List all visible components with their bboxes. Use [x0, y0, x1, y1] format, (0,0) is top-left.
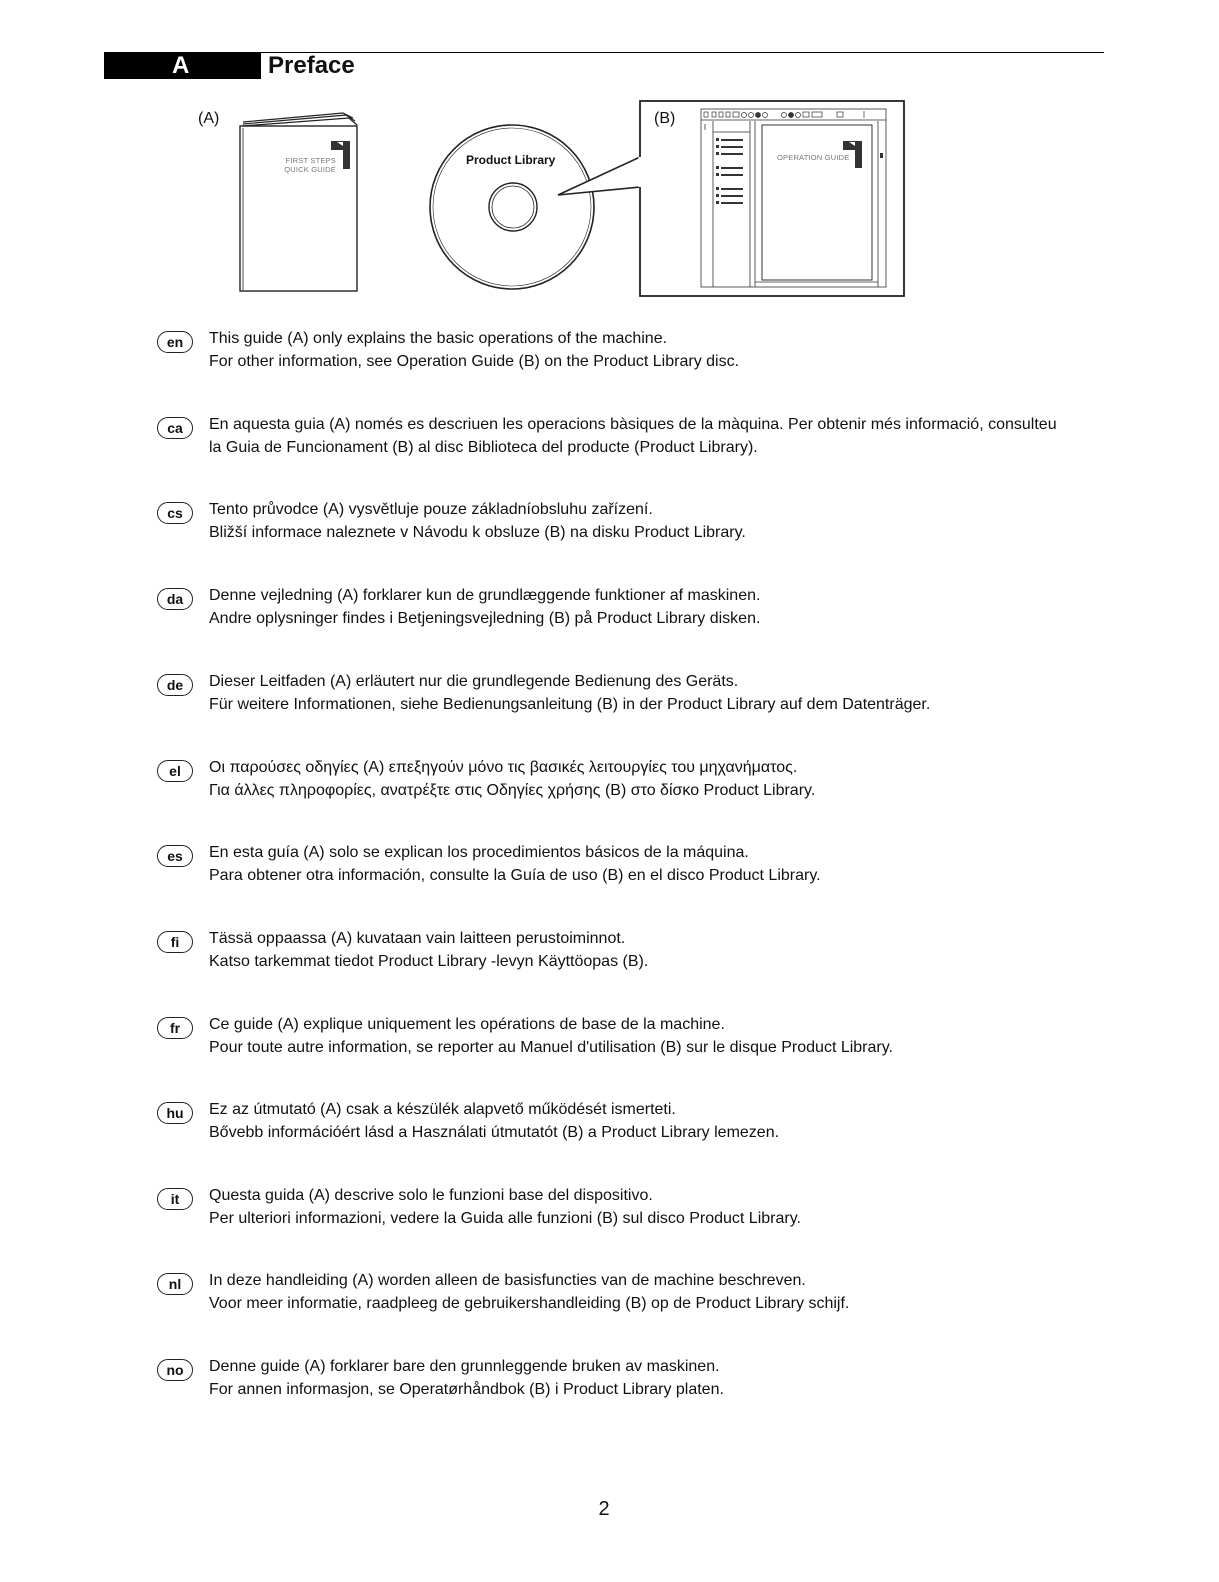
language-badge: ca	[157, 417, 193, 439]
booklet-line-1: FIRST STEPS	[285, 156, 336, 165]
booklet-illustration	[240, 113, 357, 291]
language-badge: da	[157, 588, 193, 610]
figure-label-b: (B)	[654, 110, 676, 127]
text-line-1: Denne guide (A) forklarer bare den grunnleggende bruken av maskinen.	[209, 1358, 720, 1375]
text-line-1: Tento průvodce (A) vysvětluje pouze základníobsluhu zařízení.	[209, 501, 653, 518]
language-text	[209, 414, 1109, 459]
figure-label-a: (A)	[198, 110, 220, 127]
language-badge: nl	[157, 1273, 193, 1295]
language-text	[209, 1270, 1109, 1315]
language-entry-fr	[0, 1017, 1219, 1077]
text-line-1: In deze handleiding (A) worden alleen de basisfuncties van de machine beschreven.	[209, 1272, 806, 1289]
text-line-1: Tässä oppaassa (A) kuvataan vain laitteen perustoiminnot.	[209, 930, 626, 947]
page-title: Preface	[268, 52, 355, 79]
text-line-2: Voor meer informatie, raadpleeg de gebruikershandleiding (B) op de Product Library schijf.	[209, 1294, 850, 1312]
window-doc-title: OPERATION GUIDE	[777, 153, 850, 162]
language-text	[209, 585, 1109, 630]
text-line-2: For other information, see Operation Guide (B) on the Product Library disc.	[209, 352, 740, 370]
language-entry-da	[0, 588, 1219, 648]
language-entry-fi	[0, 931, 1219, 991]
language-text	[209, 671, 1109, 716]
language-text	[209, 328, 1109, 373]
text-line-1: En esta guía (A) solo se explican los procedimientos básicos de la máquina.	[209, 844, 749, 861]
text-line-2: Para obtener otra información, consulte la Guía de uso (B) en el disco Product Library.	[209, 866, 821, 884]
section-letter: A	[172, 52, 190, 79]
language-entry-ca	[0, 417, 1219, 477]
language-text	[209, 757, 1109, 802]
text-line-1: Ce guide (A) explique uniquement les opérations de base de la machine.	[209, 1016, 725, 1033]
language-entry-es	[0, 845, 1219, 905]
language-badge: hu	[157, 1102, 193, 1124]
text-line-1: Denne vejledning (A) forklarer kun de grundlæggende funktioner af maskinen.	[209, 587, 761, 604]
language-entry-en	[0, 331, 1219, 391]
text-line-1: Dieser Leitfaden (A) erläutert nur die grundlegende Bedienung des Geräts.	[209, 673, 739, 690]
language-text	[209, 1185, 1109, 1230]
language-entry-hu	[0, 1102, 1219, 1162]
text-line-2: For annen informasjon, se Operatørhåndbok (B) i Product Library platen.	[209, 1380, 724, 1398]
language-text	[209, 1356, 1109, 1401]
language-badge: cs	[157, 502, 193, 524]
text-line-1: Ez az útmutató (A) csak a készülék alapvető működését ismerteti.	[209, 1101, 676, 1118]
language-badge: fr	[157, 1017, 193, 1039]
text-line-1: This guide (A) only explains the basic operations of the machine.	[209, 330, 668, 347]
language-entry-de	[0, 674, 1219, 734]
language-badge: de	[157, 674, 193, 696]
language-badge: en	[157, 331, 193, 353]
text-line-2: Andre oplysninger findes i Betjeningsvejledning (B) på Product Library disken.	[209, 609, 761, 627]
text-line-1: Questa guida (A) descrive solo le funzioni base del dispositivo.	[209, 1187, 653, 1204]
text-line-2: Per ulteriori informazioni, vedere la Guida alle funzioni (B) sul disco Product Library.	[209, 1209, 801, 1227]
text-line-2: Pour toute autre information, se reporter au Manuel d'utilisation (B) sur le disque Product Library.	[209, 1038, 893, 1056]
preface-illustration	[0, 0, 1219, 310]
disc-label: Product Library	[466, 153, 556, 167]
language-badge: it	[157, 1188, 193, 1210]
page-number: 2	[598, 1498, 610, 1520]
language-badge: el	[157, 760, 193, 782]
language-text	[209, 842, 1109, 887]
text-line-1: Οι παρούσες οδηγίες (A) επεξηγούν μόνο τις βασικές λειτουργίες του μηχανήματος.	[209, 759, 798, 776]
text-line-2: Bővebb információért lásd a Használati útmutatót (B) a Product Library lemezen.	[209, 1123, 780, 1141]
text-line-2: Katso tarkemmat tiedot Product Library -levyn Käyttöopas (B).	[209, 952, 649, 970]
text-line-2: Bližší informace naleznete v Návodu k obsluze (B) na disku Product Library.	[209, 523, 746, 541]
text-line-2: Για άλλες πληροφορίες, ανατρέξτε στις Οδηγίες χρήσης (B) στο δίσκο Product Library.	[209, 781, 816, 799]
language-badge: es	[157, 845, 193, 867]
language-badge: no	[157, 1359, 193, 1381]
language-text	[209, 499, 1109, 544]
text-line-2: Für weitere Informationen, siehe Bedienungsanleitung (B) in der Product Library auf dem Datenträger.	[209, 695, 931, 713]
disc-illustration	[430, 125, 594, 289]
language-badge: fi	[157, 931, 193, 953]
language-entry-nl	[0, 1273, 1219, 1333]
language-entry-no	[0, 1359, 1219, 1419]
text-line-1: En aquesta guia (A) només es descriuen les operacions bàsiques de la màquina. Per obtenir més informació, consulteu	[209, 416, 1057, 433]
mini-scrollbar	[880, 153, 883, 158]
language-text	[209, 928, 1109, 973]
language-entry-it	[0, 1188, 1219, 1248]
language-text	[209, 1099, 1109, 1144]
mini-app-window	[701, 109, 886, 287]
language-entry-el	[0, 760, 1219, 820]
language-entry-cs	[0, 502, 1219, 562]
booklet-line-2: QUICK GUIDE	[284, 165, 336, 174]
language-text	[209, 1014, 1109, 1059]
booklet-cover-text	[276, 156, 336, 174]
text-line-2: la Guia de Funcionament (B) al disc Biblioteca del producte (Product Library).	[209, 438, 758, 456]
